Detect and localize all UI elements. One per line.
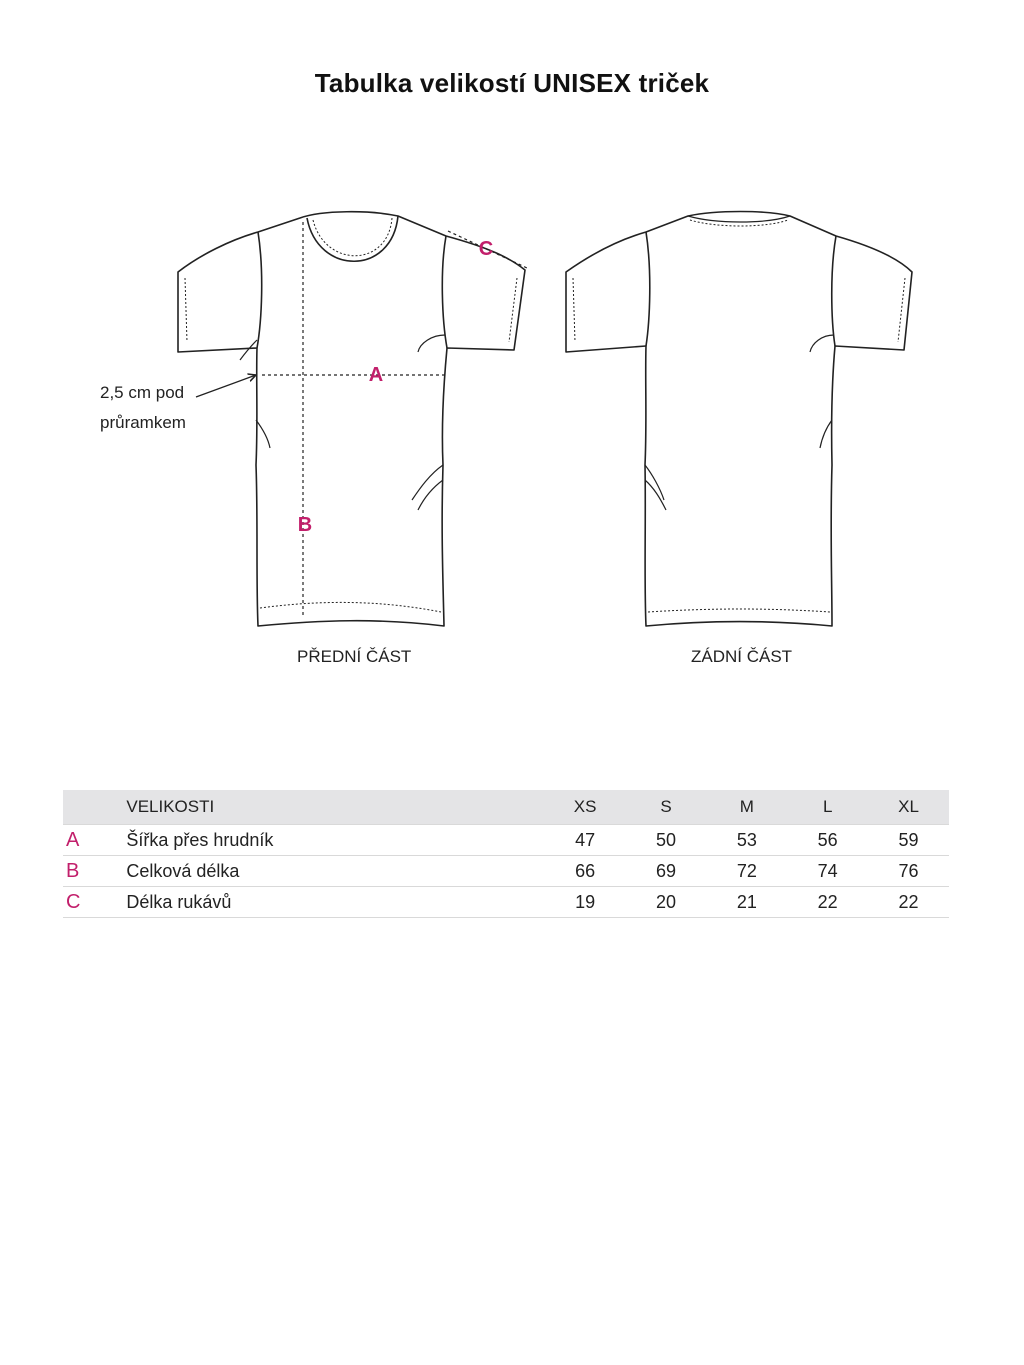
cell-value: 20 — [626, 887, 707, 918]
row-letter: B — [63, 856, 126, 887]
size-xl: XL — [868, 790, 949, 825]
size-xs: XS — [545, 790, 626, 825]
size-table — [63, 790, 949, 918]
cell-value: 74 — [787, 856, 868, 887]
table-row — [63, 887, 949, 918]
marker-c: C — [478, 238, 494, 260]
row-label: Délka rukávů — [126, 887, 544, 918]
marker-b: B — [297, 514, 313, 536]
back-label: ZÁDNÍ ČÁST — [691, 647, 793, 666]
cell-value: 21 — [706, 887, 787, 918]
row-label: Celková délka — [126, 856, 544, 887]
back-tshirt-outline — [566, 212, 912, 627]
cell-value: 50 — [626, 825, 707, 856]
front-tshirt-outline — [178, 212, 525, 626]
note-line-2: průramkem — [100, 413, 186, 432]
row-letter: C — [63, 887, 126, 918]
page-title: Tabulka velikostí UNISEX triček — [314, 68, 710, 98]
cell-value: 19 — [545, 887, 626, 918]
cell-value: 53 — [706, 825, 787, 856]
cell-value: 76 — [868, 856, 949, 887]
size-s: S — [626, 790, 707, 825]
cell-value: 66 — [545, 856, 626, 887]
row-letter: A — [63, 825, 126, 856]
header-spacer — [63, 790, 126, 825]
cell-value: 47 — [545, 825, 626, 856]
measurement-note — [100, 378, 186, 438]
cell-value: 22 — [868, 887, 949, 918]
table-row — [63, 856, 949, 887]
cell-value: 59 — [868, 825, 949, 856]
cell-value: 22 — [787, 887, 868, 918]
row-label: Šířka přes hrudník — [126, 825, 544, 856]
front-label: PŘEDNÍ ČÁST — [297, 647, 412, 666]
size-table-header — [63, 790, 949, 825]
cell-value: 69 — [626, 856, 707, 887]
cell-value: 72 — [706, 856, 787, 887]
note-line-1: 2,5 cm pod — [100, 383, 185, 402]
size-l: L — [787, 790, 868, 825]
header-label: VELIKOSTI — [126, 790, 544, 825]
cell-value: 56 — [787, 825, 868, 856]
table-row — [63, 825, 949, 856]
note-arrow — [196, 375, 256, 397]
size-m: M — [706, 790, 787, 825]
marker-a: A — [368, 364, 384, 386]
